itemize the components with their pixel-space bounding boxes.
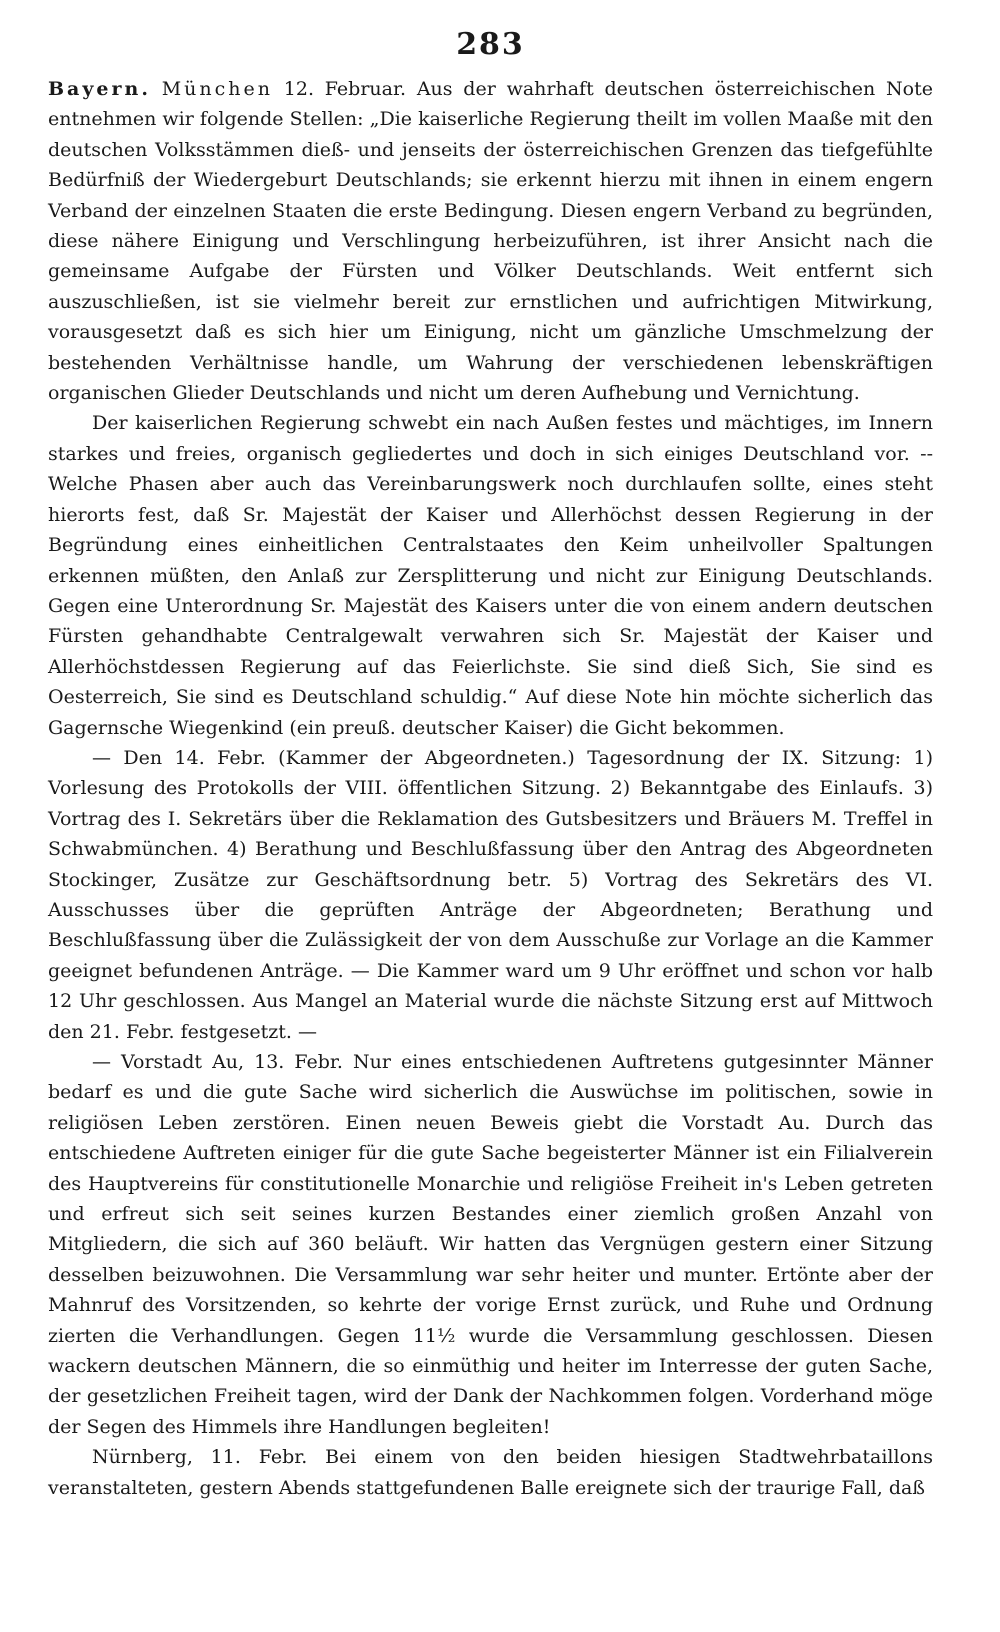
newspaper-page	[48, 27, 933, 1503]
paragraph-3: — Den 14. Febr. (Kammer der Abgeordneten.) Tagesordnung der IX. Sitzung: 1) Vorlesung des Protokolls der VIII. öffentlichen Sitzung. 2) Bekanntgabe des Einlaufs. 3) Vortrag des I. Sekretärs über die Reklamation des Gutsbesitzers und Bräuers M. Treffel in Schwabmünchen. 4) Berathung und Beschlußfassung über den Antrag des Abgeordneten Stockinger, Zusätze zur Geschäftsordnung betr. 5) Vortrag des Sekretärs des VI. Ausschusses über die geprüften Anträge der Abgeordneten; Berathung und Beschlußfassung über die Zulässigkeit der von dem Ausschuße zur Vorlage an die Kammer geeignet befundenen Anträge. — Die Kammer ward um 9 Uhr eröffnet und schon vor halb 12 Uhr geschlossen. Aus Mangel an Material wurde die nächste Sitzung erst auf Mittwoch den 21. Febr. festgesetzt. —	[48, 746, 933, 1043]
paragraph-5: Nürnberg, 11. Febr. Bei einem von den beiden hiesigen Stadtwehrbataillons veranstalteten, gestern Abends stattgefundenen Balle ereignete sich der traurige Fall, daß	[48, 1446, 933, 1499]
dateline-date: 12. Februar.	[273, 78, 407, 100]
dateline-place: München	[161, 78, 274, 100]
region-heading: Bayern.	[48, 78, 151, 100]
article-bayern	[48, 74, 933, 1503]
page-number: 283	[456, 27, 525, 62]
paragraph-4: — Vorstadt Au, 13. Febr. Nur eines entschiedenen Auftretens gutgesinnter Männer bedarf es und die gute Sache wird sicherlich die Auswüchse im politischen, sowie in religiösen Leben zerstören. Einen neuen Beweis giebt die Vorstadt Au. Durch das entschiedene Auftreten einiger für die gute Sache begeisterter Männer ist ein Filialverein des Hauptvereins für constitutionelle Monarchie und religiöse Freiheit in's Leben getreten und erfreut sich seit seines kurzen Bestandes einer ziemlich großen Anzahl von Mitgliedern, die sich auf 360 beläuft. Wir hatten das Vergnügen gestern einer Sitzung desselben beizuwohnen. Die Versammlung war sehr heiter und munter. Ertönte aber der Mahnruf des Vorsitzenden, so kehrte der vorige Ernst zurück, und Ruhe und Ordnung zierten die Verhandlungen. Gegen 11½ wurde die Versammlung geschlossen. Diesen wackern deutschen Männern, die so einmüthig und heiter im Interresse der guten Sache, der gesetzlichen Freiheit tagen, wird der Dank der Nachkommen folgen. Vorderhand möge der Segen des Himmels ihre Handlungen begleiten!	[48, 1051, 933, 1438]
paragraph-text: Aus der wahrhaft deutschen österreichischen Note entnehmen wir folgende Stellen: „Die kaiserliche Regierung theilt im vollen Maaße mit den deutschen Volksstämmen dieß- und jenseits der österreichischen Grenzen das tiefgefühlte Bedürfniß der Wiedergeburt Deutschlands; sie erkennt hierzu mit ihnen in einem engern Verband der einzelnen Staaten die erste Bedingung. Diesen engern Verband zu begründen, diese nähere Einigung und Verschlingung herbeizuführen, ist ihrer Ansicht nach die gemeinsame Aufgabe der Fürsten und Völker Deutschlands. Weit entfernt sich auszuschließen, ist sie vielmehr bereit zur ernstlichen und aufrichtigen Mitwirkung, vorausgesetzt daß es sich hier um Einigung, nicht um gänzliche Umschmelzung der bestehenden Verhältnisse handle, um Wahrung der verschiedenen lebenskräftigen organischen Glieder Deutschlands und nicht um deren Aufhebung und Vernichtung.	[48, 78, 933, 405]
paragraph-2: Der kaiserlichen Regierung schwebt ein nach Außen festes und mächtiges, im Innern starkes und freies, organisch gegliedertes und doch in sich einiges Deutschland vor. -- Welche Phasen aber auch das Vereinbarungswerk noch durchlaufen sollte, eines steht hierorts fest, daß Sr. Majestät der Kaiser und Allerhöchst dessen Regierung in der Begründung eines einheitlichen Centralstaates den Keim unheilvoller Spaltungen erkennen müßten, den Anlaß zur Zersplitterung und nicht zur Einigung Deutschlands. Gegen eine Unterordnung Sr. Majestät des Kaisers unter die von einem andern deutschen Fürsten gehandhabte Centralgewalt verwahren sich Sr. Majestät der Kaiser und Allerhöchstdessen Regierung auf das Feierlichste. Sie sind dieß Sich, Sie sind es Oesterreich, Sie sind es Deutschland schuldig.“ Auf diese Note hin möchte sicherlich das Gagernsche Wiegenkind (ein preuß. deutscher Kaiser) die Gicht bekommen.	[48, 412, 933, 739]
paragraph-1	[48, 74, 933, 408]
